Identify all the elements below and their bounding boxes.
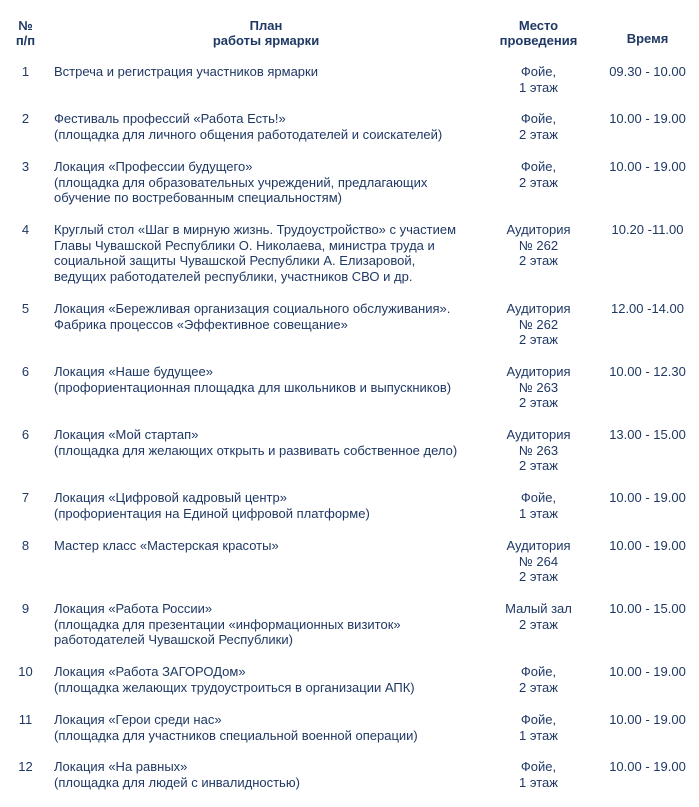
place-line: Аудитория	[506, 538, 571, 553]
plan-line: (площадка для желающих открыть и развивать собственное дело)	[54, 442, 458, 458]
place-line: 2 этаж	[519, 126, 558, 142]
place-line: Фойе,	[520, 664, 557, 679]
place-line: Фойе,	[520, 64, 557, 79]
plan-line: (площадка желающих трудоустроиться в организации АПК)	[54, 679, 415, 695]
plan-line: социальной защиты Чувашской Республики А. Елизаровой,	[54, 253, 416, 269]
place-line: № 264	[518, 553, 559, 569]
row-number: 1	[21, 64, 30, 79]
row-plan	[51, 664, 481, 712]
row-plan	[51, 159, 481, 222]
plan-line: Локация «Работа России»	[54, 601, 213, 616]
row-place	[481, 664, 596, 712]
table-row	[0, 364, 699, 427]
row-time: 10.20 -11.00	[611, 222, 684, 237]
table-row	[0, 64, 699, 111]
header-place-line: проведения	[499, 33, 578, 48]
row-plan	[51, 301, 481, 364]
row-plan	[51, 601, 481, 664]
row-place	[481, 301, 596, 364]
place-line: Аудитория	[506, 364, 571, 379]
row-plan	[51, 427, 481, 490]
place-line: 2 этаж	[519, 458, 558, 474]
place-line: 2 этаж	[519, 174, 558, 190]
plan-line: Локация «Наше будущее»	[54, 364, 213, 379]
place-line: 1 этаж	[519, 774, 558, 790]
row-place	[481, 427, 596, 490]
row-plan	[51, 111, 481, 159]
row-number: 2	[21, 111, 30, 126]
row-time: 09.30 - 10.00	[609, 64, 686, 79]
plan-line: Фабрика процессов «Эффективное совещание»	[54, 316, 348, 332]
row-time: 10.00 - 19.00	[609, 664, 686, 679]
table-row	[0, 538, 699, 601]
row-place	[481, 364, 596, 427]
header-plan-line: работы ярмарки	[212, 33, 320, 48]
row-time: 10.00 - 19.00	[609, 159, 686, 174]
place-line: 2 этаж	[519, 332, 558, 348]
plan-line: (профориентация на Единой цифровой платформе)	[54, 505, 370, 521]
row-plan	[51, 64, 481, 111]
table-row	[0, 159, 699, 222]
row-plan	[51, 222, 481, 301]
row-number: 3	[21, 159, 30, 174]
place-line: 1 этаж	[519, 79, 558, 95]
row-plan	[51, 712, 481, 759]
row-place	[481, 159, 596, 222]
row-time: 10.00 - 19.00	[609, 712, 686, 727]
plan-line: Локация «Бережливая организация социального обслуживания».	[54, 301, 451, 316]
place-line: Фойе,	[520, 490, 557, 505]
plan-line: обучение по востребованным специальностям)	[54, 190, 342, 206]
header-number	[0, 18, 51, 64]
plan-line: ведущих работодателей республики, участников СВО и др.	[54, 268, 413, 284]
row-plan	[51, 538, 481, 601]
plan-line: (профориентационная площадка для школьников и выпускников)	[54, 379, 452, 395]
place-line: 2 этаж	[519, 253, 558, 269]
row-plan	[51, 364, 481, 427]
place-line: Фойе,	[520, 712, 557, 727]
row-place	[481, 111, 596, 159]
row-place	[481, 64, 596, 111]
table-row	[0, 427, 699, 490]
table-header-row	[0, 18, 699, 64]
header-number-line: п/п	[15, 33, 36, 48]
plan-line: Локация «Работа ЗАГОРОДом»	[54, 664, 246, 679]
plan-line: Мастер класс «Мастерская красоты»	[54, 538, 279, 553]
plan-line: (площадка для участников специальной военной операции)	[54, 727, 418, 743]
header-plan-line: План	[249, 18, 283, 33]
row-place	[481, 712, 596, 759]
plan-line: (площадка для презентации «информационных визиток»	[54, 616, 401, 632]
row-place	[481, 490, 596, 538]
row-time: 10.00 - 15.00	[609, 601, 686, 616]
table-row	[0, 759, 699, 807]
plan-line: Локация «Мой стартап»	[54, 427, 199, 442]
plan-line: Локация «Цифровой кадровый центр»	[54, 490, 287, 505]
place-line: 1 этаж	[519, 505, 558, 521]
place-line: Аудитория	[506, 301, 571, 316]
row-place	[481, 538, 596, 601]
header-place	[481, 18, 596, 64]
plan-line: Круглый стол «Шаг в мирную жизнь. Трудоустройство» с участием	[54, 222, 457, 237]
place-line: № 263	[518, 442, 559, 458]
plan-line: (площадка для личного общения работодателей и соискателей)	[54, 126, 443, 142]
table-row	[0, 712, 699, 759]
place-line: 2 этаж	[519, 679, 558, 695]
row-time: 10.00 - 19.00	[609, 759, 686, 774]
row-number: 9	[21, 601, 30, 616]
row-time: 13.00 - 15.00	[609, 427, 686, 442]
row-time: 10.00 - 19.00	[609, 538, 686, 553]
row-time: 10.00 - 12.30	[609, 364, 686, 379]
place-line: 2 этаж	[519, 395, 558, 411]
row-time: 10.00 - 19.00	[609, 490, 686, 505]
header-place-line: Место	[518, 18, 559, 33]
place-line: Аудитория	[506, 222, 571, 237]
place-line: № 263	[518, 379, 559, 395]
row-number: 10	[18, 664, 33, 679]
plan-line: работодателей Чувашской Республики)	[54, 632, 293, 648]
place-line: Фойе,	[520, 759, 557, 774]
row-number: 4	[21, 222, 30, 237]
header-time: Время	[626, 30, 669, 46]
place-line: Аудитория	[506, 427, 571, 442]
table-row	[0, 222, 699, 301]
row-plan	[51, 759, 481, 807]
row-plan	[51, 490, 481, 538]
row-number: 7	[21, 490, 30, 505]
place-line: № 262	[518, 316, 559, 332]
row-number: 12	[18, 759, 33, 774]
plan-line: Главы Чувашской Республики О. Николаева, министра труда и	[54, 237, 435, 253]
row-place	[481, 759, 596, 807]
place-line: 1 этаж	[519, 727, 558, 743]
table-row	[0, 601, 699, 664]
row-number: 11	[18, 712, 33, 727]
table-row	[0, 111, 699, 159]
plan-line: Локация «Профессии будущего»	[54, 159, 253, 174]
table-row	[0, 664, 699, 712]
row-time: 10.00 - 19.00	[609, 111, 686, 126]
plan-line: (площадка для людей с инвалидностью)	[54, 774, 300, 790]
row-number: 5	[21, 301, 30, 316]
plan-line: (площадка для образовательных учреждений, предлагающих	[54, 174, 428, 190]
row-number: 6	[21, 364, 30, 379]
row-number: 6	[21, 427, 30, 442]
header-plan	[51, 18, 481, 64]
row-time: 12.00 -14.00	[610, 301, 684, 316]
place-line: 2 этаж	[519, 569, 558, 585]
row-number: 8	[21, 538, 30, 553]
row-place	[481, 222, 596, 301]
row-place	[481, 601, 596, 664]
place-line: Малый зал	[505, 601, 572, 616]
place-line: Фойе,	[520, 111, 557, 126]
plan-line: Локация «На равных»	[54, 759, 188, 774]
place-line: № 262	[518, 237, 559, 253]
plan-line: Локация «Герои среди нас»	[54, 712, 222, 727]
schedule-table	[0, 18, 699, 807]
header-number-line: №	[18, 18, 33, 33]
table-row	[0, 490, 699, 538]
plan-line: Фестиваль профессий «Работа Есть!»	[54, 111, 286, 126]
table-row	[0, 301, 699, 364]
place-line: 2 этаж	[519, 616, 558, 632]
schedule-body	[0, 64, 699, 807]
place-line: Фойе,	[520, 159, 557, 174]
plan-line: Встреча и регистрация участников ярмарки	[54, 64, 318, 79]
